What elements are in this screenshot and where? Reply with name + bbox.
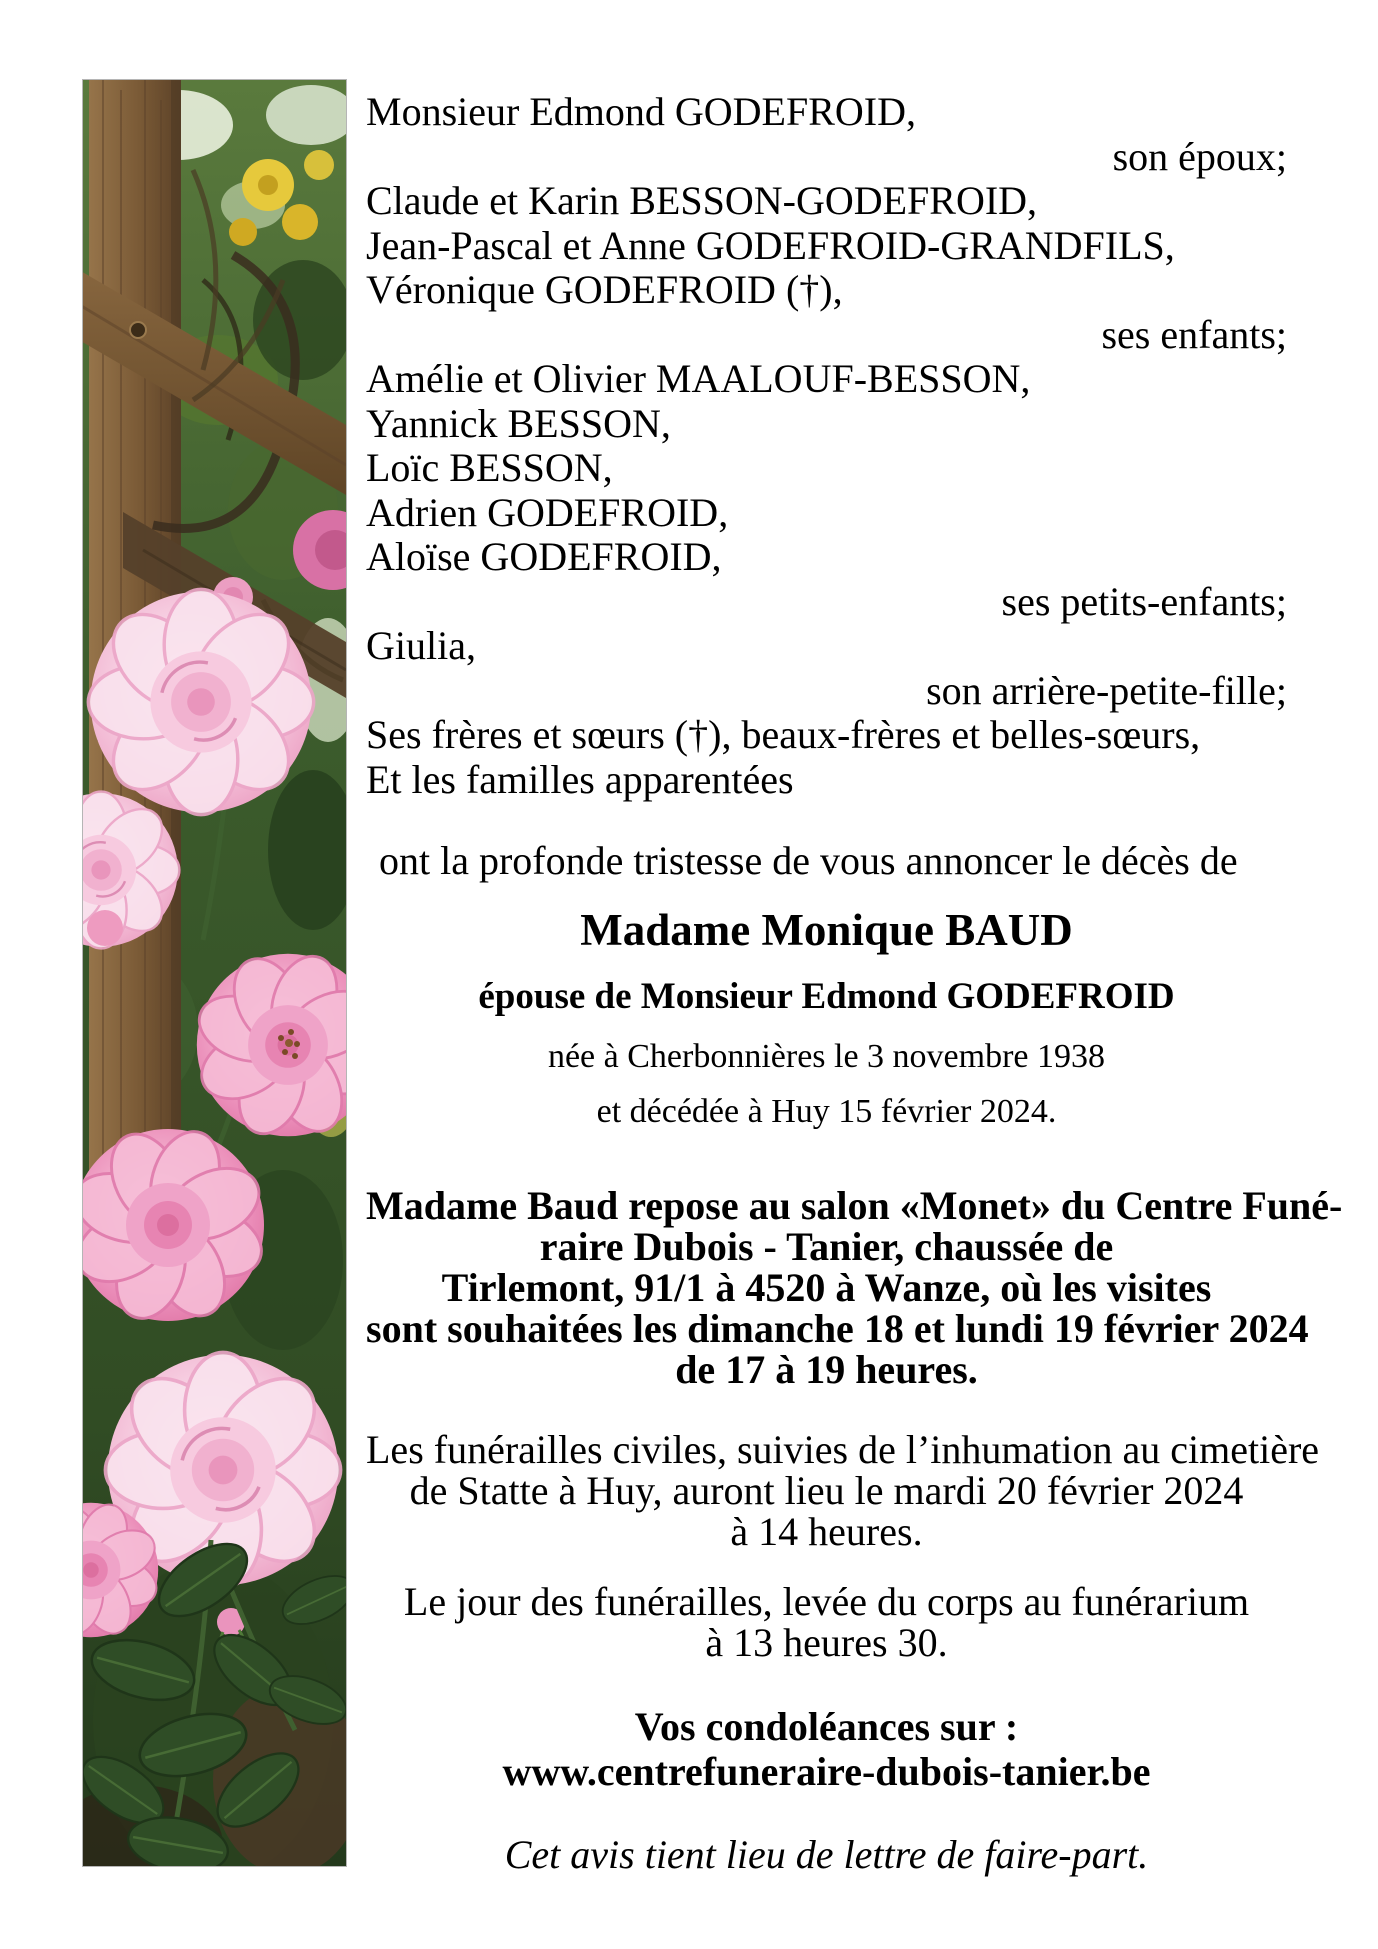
levee-paragraph [366, 1578, 1287, 1665]
visitation-line: de 17 à 19 heures. [675, 1346, 978, 1392]
family-member-line: Claude et Karin BESSON-GODEFROID, [366, 178, 1038, 223]
closing-line: Cet avis tient lieu de lettre de faire-part. [504, 1831, 1149, 1877]
family-member-line: Jean-Pascal et Anne GODEFROID-GRANDFILS, [366, 222, 1175, 268]
death-line: et décédée à Huy 15 février 2024. [596, 1092, 1057, 1130]
visitation-line: raire Dubois - Tanier, chaussée de [539, 1223, 1114, 1269]
family-member-line: Yannick BESSON, [366, 400, 671, 446]
family-member-line: Loïc BESSON, [366, 445, 613, 490]
rose-trellis-photo [82, 79, 347, 1867]
funeral-line: à 14 heures. [730, 1508, 923, 1554]
relationship-label: son arrière-petite-fille; [926, 667, 1287, 713]
visitation-line: sont souhaitées les dimanche 18 et lundi 19 février 2024 [366, 1305, 1309, 1351]
relationship-label: ses petits-enfants; [1001, 578, 1287, 624]
condolences-block [366, 1704, 1287, 1794]
birth-line: née à Cherbonnières le 3 novembre 1938 [547, 1037, 1106, 1075]
family-member-line: Giulia, [366, 623, 476, 668]
family-member-line: Amélie et Olivier MAALOUF-BESSON, [366, 356, 1031, 401]
deceased-name: Madame Monique BAUD [580, 904, 1073, 955]
visitation-line: Madame Baud repose au salon «Monet» du Centre Funé- [366, 1182, 1343, 1228]
relationship-label: son époux; [1112, 133, 1287, 179]
spouse-line: épouse de Monsieur Edmond GODEFROID [478, 975, 1175, 1017]
relationship-label: ses enfants; [1101, 311, 1287, 357]
levee-line: Le jour des funérailles, levée du corps au funérarium [403, 1578, 1250, 1624]
funeral-line: Les funérailles civiles, suivies de l’inhumation au cimetière [366, 1426, 1320, 1472]
family-member-line: Véronique GODEFROID (†), [366, 267, 843, 312]
family-member-line: Adrien GODEFROID, [366, 489, 729, 535]
funeral-paragraph [366, 1426, 1320, 1554]
family-member-line: Et les familles apparentées [366, 756, 794, 802]
family-member-line: Ses frères et sœurs (†), beaux-frères et belles-sœurs, [366, 712, 1201, 757]
condolences-label: Vos condoléances sur : [634, 1703, 1019, 1749]
family-member-line: Aloïse GODEFROID, [366, 534, 722, 579]
rose-trellis-illustration [83, 80, 346, 1866]
levee-line: à 13 heures 30. [705, 1619, 948, 1665]
visitation-line: Tirlemont, 91/1 à 4520 à Wanze, où les visites [441, 1264, 1212, 1310]
funeral-line: de Statte à Huy, auront lieu le mardi 20 février 2024 [409, 1467, 1244, 1513]
condolences-url: www.centrefuneraire-dubois-tanier.be [502, 1748, 1151, 1794]
family-member-line: Monsieur Edmond GODEFROID, [366, 89, 916, 134]
announcement-line: ont la profonde tristesse de vous annoncer le décès de [379, 838, 1238, 883]
visitation-paragraph [366, 1182, 1343, 1392]
notice-text-column [366, 89, 1343, 1877]
